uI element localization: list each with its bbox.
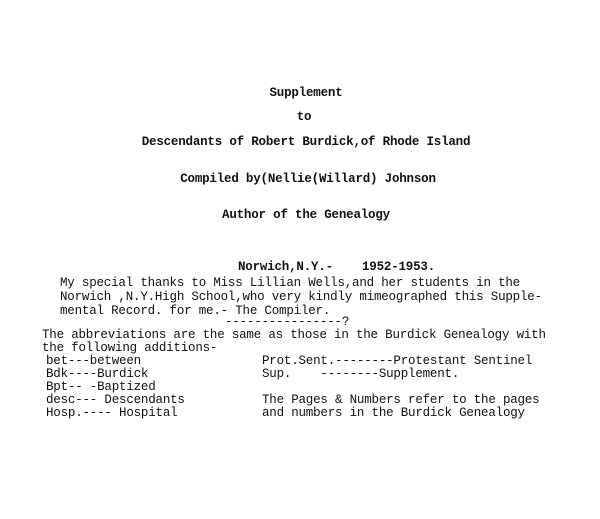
list-item: Hosp.---- Hospital: [46, 406, 178, 420]
title-supplement: Supplement: [269, 86, 343, 100]
list-item: Sup. --------Supplement.: [262, 367, 460, 381]
list-item: Bdk----Burdick: [46, 367, 149, 381]
title-compiled-by: Compiled by(Nellie(Willard) Johnson: [180, 172, 436, 186]
list-item: Bpt-- -Baptized: [46, 380, 156, 394]
list-item: desc--- Descendants: [46, 393, 185, 407]
list-item: bet---between: [46, 354, 141, 368]
thanks-line-1: My special thanks to Miss Lillian Wells,and her students in the: [60, 276, 520, 290]
years: 1952-1953.: [362, 260, 436, 274]
thanks-line-3: mental Record. for me.- The Compiler.: [60, 304, 331, 318]
thanks-line-2: Norwich ,N.Y.High School,who very kindly mimeographed this Supple-: [60, 290, 542, 304]
list-item: The Pages & Numbers refer to the pages: [262, 393, 540, 407]
title-descendants: Descendants of Robert Burdick,of Rhode Island: [141, 135, 471, 149]
place: Norwich,N.Y.-: [238, 260, 333, 274]
separator-rule: ----------------?: [225, 315, 350, 329]
list-item: and numbers in the Burdick Genealogy: [262, 406, 525, 420]
title-author: Author of the Genealogy: [222, 208, 390, 222]
list-item: Prot.Sent.--------Protestant Sentinel: [262, 354, 533, 368]
abbreviations-intro-2: the following additions-: [42, 341, 218, 355]
abbreviations-intro-1: The abbreviations are the same as those in the Burdick Genealogy with: [42, 328, 546, 342]
title-to: to: [296, 110, 312, 124]
